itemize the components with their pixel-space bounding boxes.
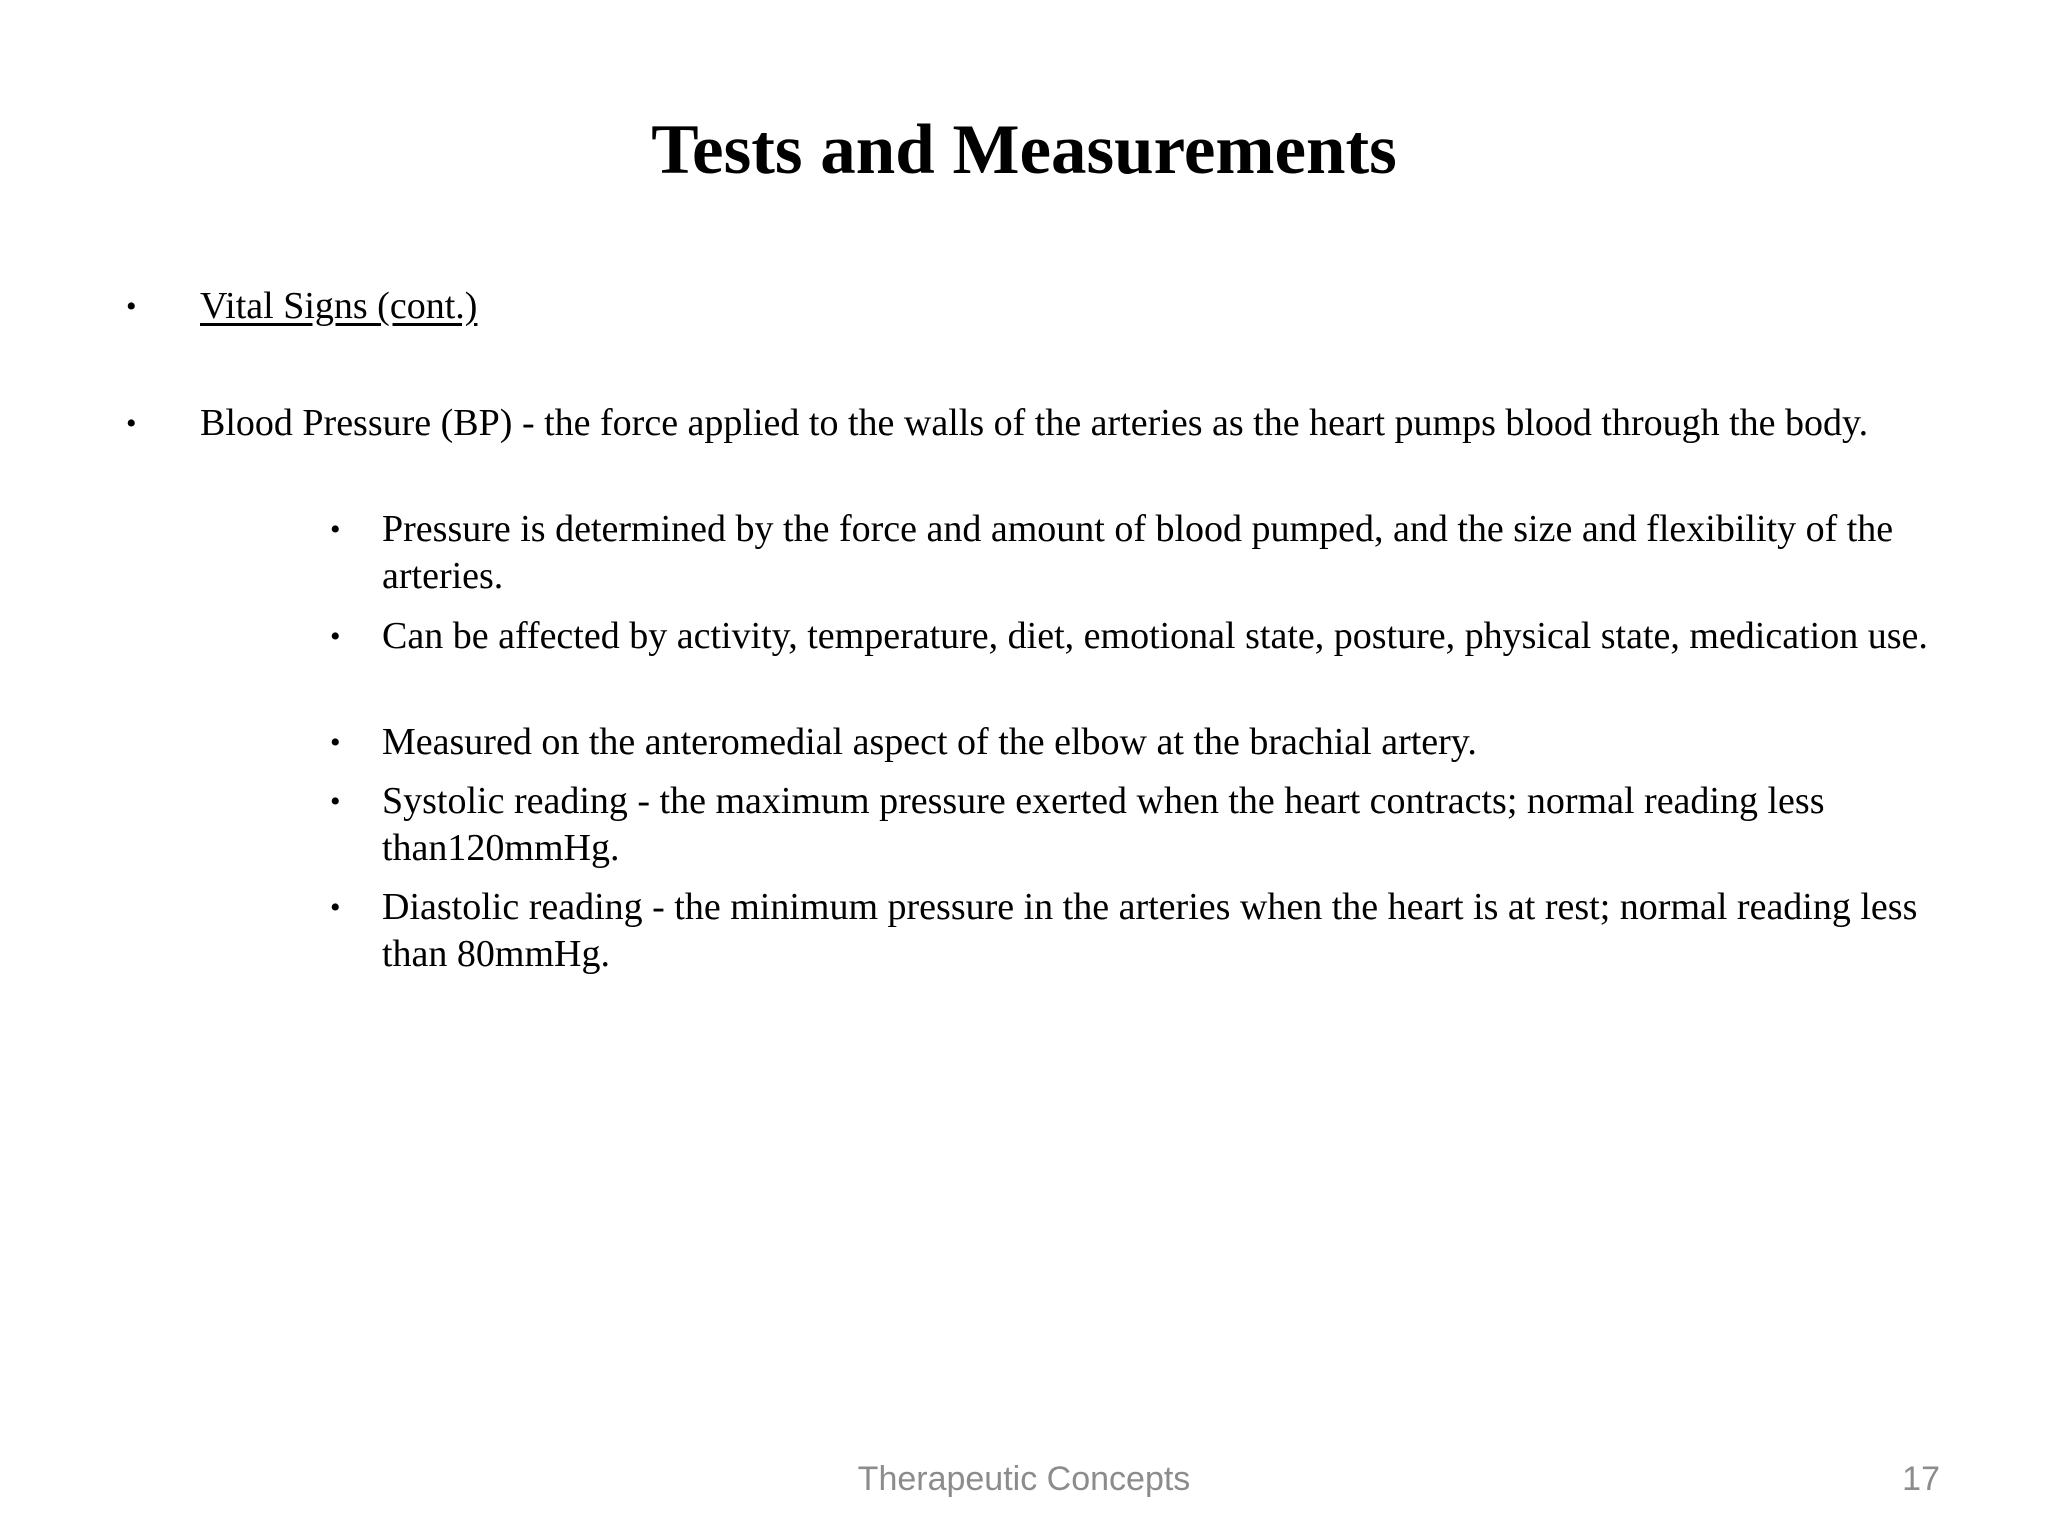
bullet-blood-pressure — [126, 400, 1920, 447]
sub-bullet-affected-by — [330, 613, 1942, 660]
bullet-vital-signs — [126, 283, 1920, 330]
bullet-text: Blood Pressure (BP) - the force applied to the walls of the arteries as the heart pumps blood through the body. — [200, 402, 1869, 444]
bullet-glyph: • — [330, 620, 341, 653]
sub-bullet-systolic — [330, 778, 1942, 872]
sub-bullet-text: Diastolic reading - the minimum pressure in the arteries when the heart is at rest; normal reading less than 80mmHg. — [382, 886, 1918, 975]
sub-bullet-text: Can be affected by activity, temperature, diet, emotional state, posture, physical state, medication use. — [382, 615, 1928, 657]
page-number: 17 — [1902, 1460, 1940, 1498]
bullet-glyph: • — [330, 513, 341, 546]
sub-bullet-text: Pressure is determined by the force and amount of blood pumped, and the size and flexibility of the arteries. — [382, 508, 1894, 597]
bullet-glyph: • — [330, 785, 341, 818]
bullet-glyph: • — [126, 407, 137, 440]
sub-bullet-measured — [330, 719, 1942, 766]
footer-label: Therapeutic Concepts — [857, 1460, 1191, 1498]
sub-bullet-pressure-determined — [330, 506, 1942, 600]
sub-bullet-text: Systolic reading - the maximum pressure exerted when the heart contracts; normal reading less than120mmHg. — [382, 780, 1825, 869]
sub-bullet-diastolic — [330, 884, 1942, 978]
sub-bullet-text: Measured on the anteromedial aspect of the elbow at the brachial artery. — [382, 721, 1477, 763]
bullet-glyph: • — [330, 726, 341, 759]
bullet-glyph: • — [126, 290, 137, 323]
bullet-glyph: • — [330, 891, 341, 924]
bullet-text: Vital Signs (cont.) — [200, 285, 478, 327]
slide-title: Tests and Measurements — [651, 111, 1397, 189]
